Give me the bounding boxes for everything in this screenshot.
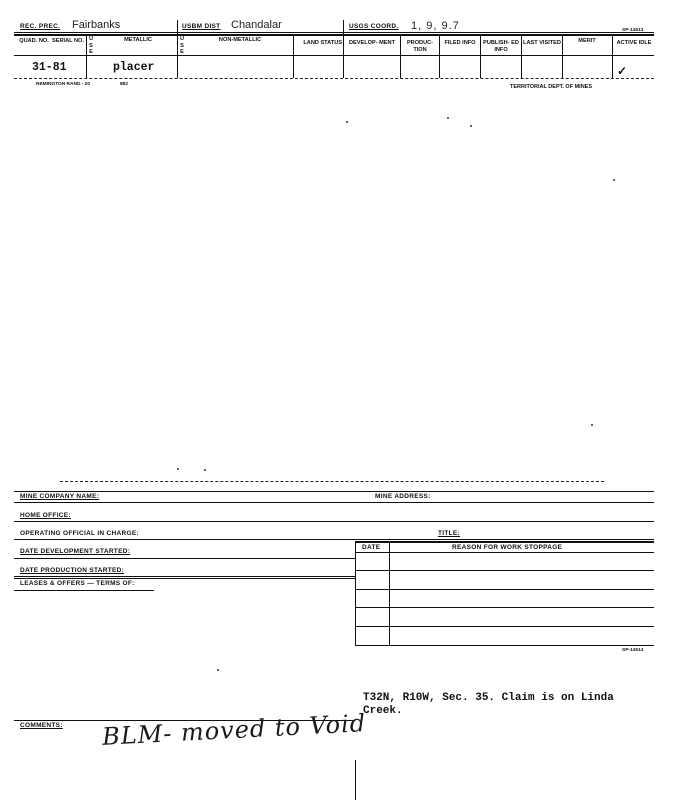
comments-handwriting: BLM- moved to Void — [101, 709, 367, 751]
col-sep — [521, 34, 522, 78]
footer-right-note: TERRITORIAL DEPT. OF MINES — [510, 84, 592, 90]
table-rule — [355, 589, 654, 590]
reason-col-header: REASON FOR WORK STOPPAGE — [452, 544, 563, 551]
form-rule — [14, 539, 654, 540]
footer-left-num: 882 — [120, 82, 129, 87]
table-rule — [355, 626, 654, 627]
scan-speck — [177, 468, 179, 470]
form-rule — [14, 502, 654, 503]
col-nonmetallic: NON-METALLIC — [218, 37, 262, 43]
scan-speck — [470, 125, 472, 127]
form-code-bottom: SP-14614 — [622, 648, 644, 653]
mine-rule-top — [14, 491, 654, 492]
scan-speck — [204, 469, 206, 471]
col-sep — [480, 34, 481, 78]
scan-speck — [613, 179, 615, 181]
top-dash-rule — [60, 481, 604, 482]
table-sep — [389, 541, 390, 645]
date-dev-label: DATE DEVELOPMENT STARTED: — [20, 548, 131, 555]
col-sep — [400, 34, 401, 78]
form-rule — [14, 576, 355, 577]
table-sep — [355, 541, 356, 645]
table-rule — [355, 570, 654, 571]
col-sep — [439, 34, 440, 78]
row-rule — [14, 78, 654, 79]
usgs-coord-label: USGS COORD. — [349, 23, 399, 30]
usgs-coord-value: 1, 9, 9.7 — [411, 20, 460, 32]
table-rule — [355, 607, 654, 608]
col-published-info: PUBLISH- ED INFO — [483, 40, 519, 53]
col-active-idle: ACTIVE IDLE — [616, 40, 652, 46]
title-label: TITLE: — [438, 530, 461, 537]
mine-company-label: MINE COMPANY NAME: — [20, 493, 100, 500]
col-sep — [612, 34, 613, 78]
mine-address-label: MINE ADDRESS: — [375, 493, 431, 500]
usbm-dist-value: Chandalar — [231, 19, 282, 31]
rec-prec-value: Fairbanks — [72, 19, 121, 31]
scan-speck — [346, 121, 348, 123]
col-serial-no: SERIAL NO. — [52, 38, 84, 44]
bottom-sep — [355, 760, 356, 800]
usbm-dist-label: USBM DIST — [182, 23, 221, 30]
scan-speck — [217, 669, 219, 671]
record-metallic: placer — [113, 61, 155, 74]
col-sep — [177, 20, 178, 78]
header-rule-thick — [14, 34, 654, 36]
form-rule — [14, 578, 355, 579]
col-filed-info: FILED INFO — [444, 40, 476, 46]
record-quad-serial: 31-81 — [32, 61, 67, 74]
col-land-status: LAND STATUS — [303, 40, 342, 46]
leases-label: LEASES & OFFERS — TERMS OF: — [20, 580, 135, 587]
table-rule — [355, 645, 654, 646]
col-quad-no: QUAD. NO. — [19, 38, 49, 44]
col-sep — [293, 34, 294, 78]
footer-left-note: REMINGTON RAND - 20 — [36, 82, 91, 87]
col-development: DEVELOP- MENT — [349, 40, 395, 46]
col-production: PRODUC- TION — [406, 40, 434, 53]
operating-official-label: OPERATING OFFICIAL IN CHARGE: — [20, 530, 139, 537]
col-use-right: U S E — [179, 36, 185, 55]
scan-speck — [447, 117, 449, 119]
col-metallic: METALLIC — [124, 37, 152, 43]
form-rule — [355, 541, 654, 543]
rec-prec-label: REC. PREC. — [20, 23, 61, 30]
form-rule — [14, 590, 154, 591]
header-rule — [14, 32, 654, 33]
col-sep — [86, 34, 87, 78]
form-code-top: SP-14613 — [622, 28, 644, 33]
home-office-label: HOME OFFICE: — [20, 512, 71, 519]
date-col-header: DATE — [362, 544, 381, 551]
comments-label: COMMENTS: — [20, 722, 63, 729]
col-use-left: U S E — [88, 36, 94, 55]
col-last-visited: LAST VISITED — [523, 40, 561, 46]
col-sep — [343, 20, 344, 78]
table-rule — [355, 552, 654, 553]
scan-speck — [591, 424, 593, 426]
idle-check-mark: ✓ — [617, 64, 628, 78]
form-rule — [14, 558, 355, 559]
form-rule — [14, 521, 654, 522]
col-merit: MERIT — [578, 38, 596, 44]
date-prod-label: DATE PRODUCTION STARTED: — [20, 567, 125, 574]
col-sep — [562, 34, 563, 78]
column-rule — [14, 55, 654, 56]
remarks-text: T32N, R10W, Sec. 35. Claim is on Linda Creek. — [363, 692, 614, 717]
